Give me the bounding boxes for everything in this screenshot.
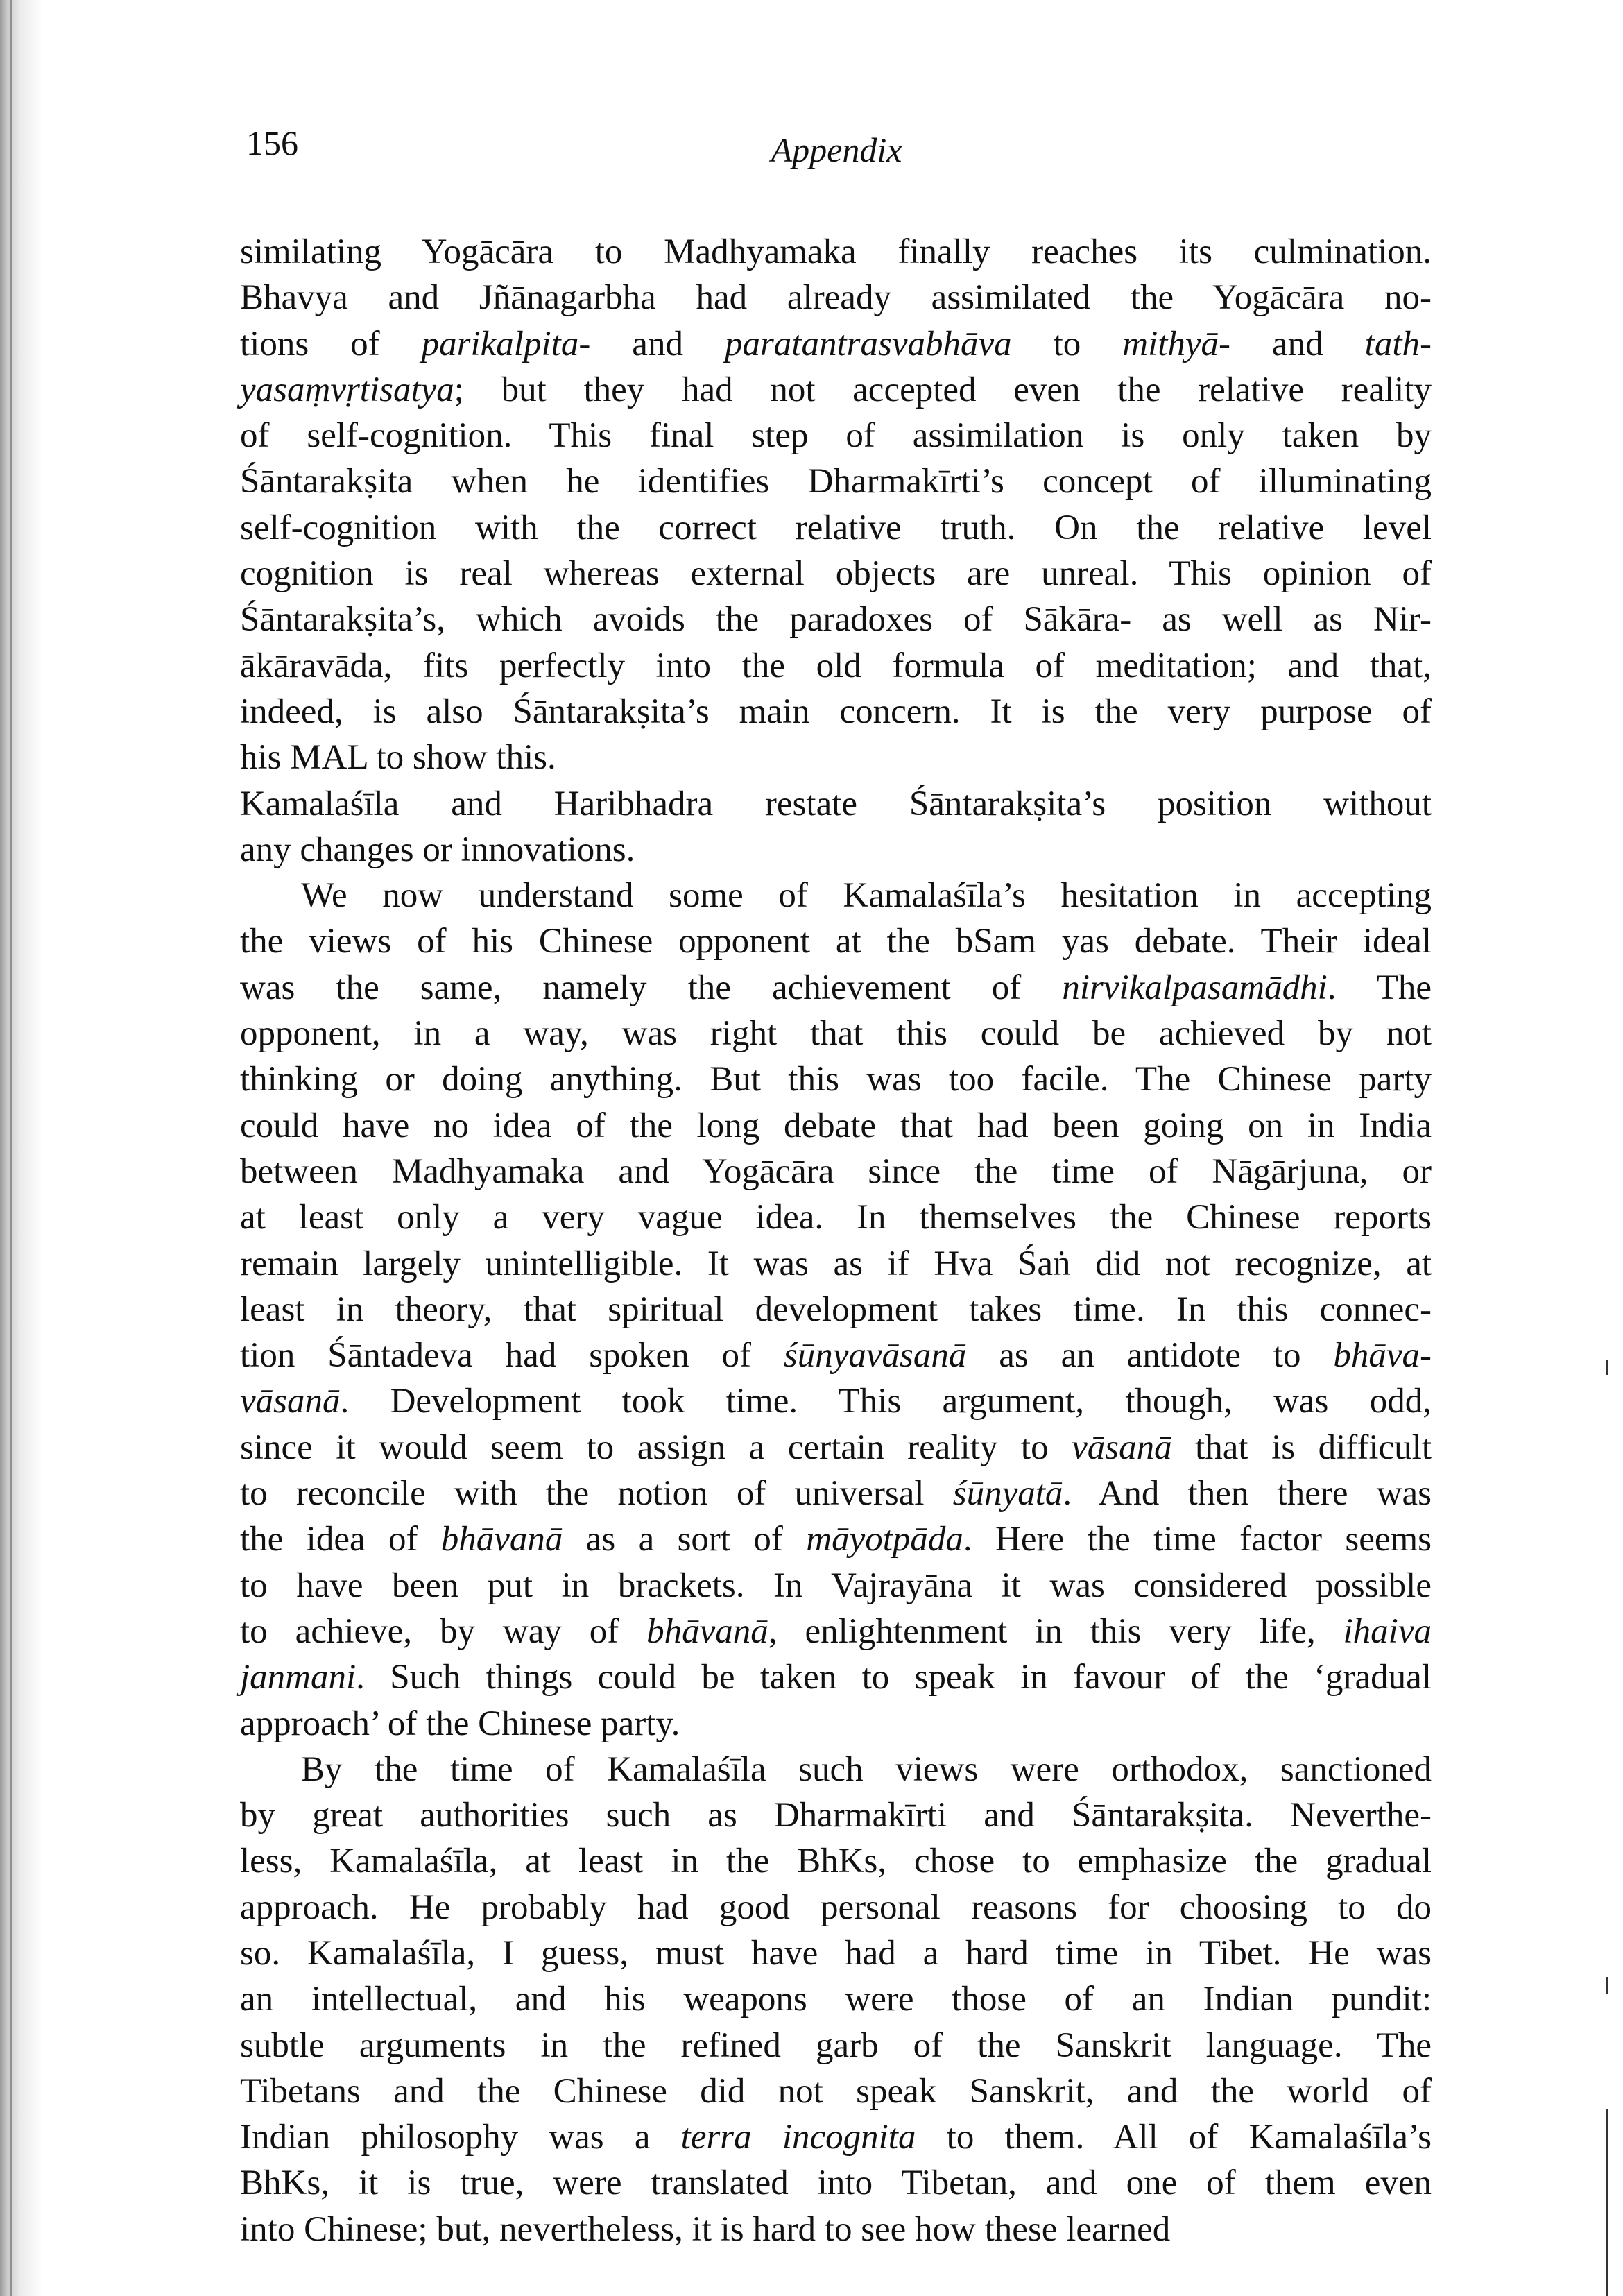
italic-term: janmani xyxy=(240,1658,357,1697)
binding-shadow xyxy=(0,0,43,2296)
text-line: opponent, in a way, was right that this could be achieved by not xyxy=(240,1014,1432,1054)
text-line: BhKs, it is true, were translated into Tibetan, and one of them even xyxy=(240,2164,1432,2203)
binding-line xyxy=(10,0,12,2296)
edge-mark xyxy=(1606,1360,1608,1375)
text-line: Śāntarakṣita’s, which avoids the paradoxes of Sākāra- as well as Nir- xyxy=(240,600,1432,640)
italic-term: tath- xyxy=(1364,324,1432,363)
text-line: Śāntarakṣita when he identifies Dharmakīrti’s concept of illuminating xyxy=(240,462,1432,502)
text-line: could have no idea of the long debate that had been going on in India xyxy=(240,1106,1432,1145)
text-line: of self-cognition. This final step of assimilation is only taken by xyxy=(240,416,1432,456)
text-line: so. Kamalaśīla, I guess, must have had a hard time in Tibet. He was xyxy=(240,1933,1432,1973)
text-line: We now understand some of Kamalaśīla’s hesitation in accepting xyxy=(301,876,1432,916)
italic-term: bhāva- xyxy=(1333,1336,1432,1376)
italic-term: yasaṃvṛtisatya xyxy=(240,370,454,409)
text-line: Tibetans and the Chinese did not speak Sanskrit, and the world of xyxy=(240,2071,1432,2111)
text-line: thinking or doing anything. But this was too facile. The Chinese party xyxy=(240,1060,1432,1099)
text-line: any changes or innovations. xyxy=(240,830,635,869)
text-line: tions of parikalpita- and paratantrasvabhāva to mithyā- and tath- xyxy=(240,324,1432,363)
text-line: less, Kamalaśīla, at least in the BhKs, chose to emphasize the gradual xyxy=(240,1842,1432,1881)
text-line: was the same, namely the achievement of nirvikalpasamādhi. The xyxy=(240,968,1432,1007)
text-line: to reconcile with the notion of universal śūnyatā. And then there was xyxy=(240,1474,1432,1514)
text-line: into Chinese; but, nevertheless, it is hard to see how these learned xyxy=(240,2209,1171,2249)
text-line: to have been put in brackets. In Vajrayāna it was considered possible xyxy=(240,1566,1432,1605)
text-line: Kamalaśīla and Haribhadra restate Śāntarakṣita’s position without xyxy=(240,784,1432,823)
text-line: least in theory, that spiritual development takes time. In this connec- xyxy=(240,1290,1432,1329)
italic-term: terra incognita xyxy=(680,2118,916,2157)
text-line: remain largely unintelligible. It was as if Hva Śaṅ did not recognize, at xyxy=(240,1244,1432,1283)
text-line: approach. He probably had good personal reasons for choosing to do xyxy=(240,1887,1432,1927)
italic-term: vāsanā xyxy=(240,1382,341,1421)
italic-term: bhāvanā xyxy=(440,1520,563,1559)
text-line: ākāravāda, fits perfectly into the old formula of meditation; and that, xyxy=(240,646,1432,685)
text-line: the views of his Chinese opponent at the bSam yas debate. Their ideal xyxy=(240,922,1432,961)
italic-term: nirvikalpasamādhi xyxy=(1062,968,1328,1007)
text-line: Indian philosophy was a terra incognita to them. All of Kamalaśīla’s xyxy=(240,2118,1432,2157)
italic-term: śūnyatā xyxy=(952,1474,1063,1514)
text-line: approach’ of the Chinese party. xyxy=(240,1704,680,1743)
text-line: to achieve, by way of bhāvanā, enlightenment in this very life, ihaiva xyxy=(240,1611,1432,1651)
text-line: yasaṃvṛtisatya; but they had not accepted even the relative reality xyxy=(240,370,1432,409)
italic-term: māyotpāda xyxy=(806,1520,963,1559)
italic-term: parikalpita- xyxy=(421,324,591,363)
text-line: since it would seem to assign a certain reality to vāsanā that is difficult xyxy=(240,1428,1432,1467)
text-line: an intellectual, and his weapons were those of an Indian pundit: xyxy=(240,1980,1432,2019)
text-line: cognition is real whereas external objects are unreal. This opinion of xyxy=(240,554,1432,594)
running-title: Appendix xyxy=(771,130,902,169)
text-line: indeed, is also Śāntarakṣita’s main concern. It is the very purpose of xyxy=(240,692,1432,731)
text-line: similating Yogācāra to Madhyamaka finally reaches its culmination. xyxy=(240,232,1432,271)
text-line: by great authorities such as Dharmakīrti and Śāntarakṣita. Neverthe- xyxy=(240,1796,1432,1835)
text-line: between Madhyamaka and Yogācāra since the time of Nāgārjuna, or xyxy=(240,1151,1432,1191)
italic-term: vāsanā xyxy=(1072,1428,1172,1467)
italic-term: paratantrasvabhāva xyxy=(724,324,1012,363)
italic-term: bhāvanā xyxy=(646,1611,768,1651)
italic-term: śūnyavāsanā xyxy=(783,1336,967,1376)
italic-term: mithyā- xyxy=(1122,324,1231,363)
text-line: vāsanā. Development took time. This argument, though, was odd, xyxy=(240,1382,1432,1421)
page-number: 156 xyxy=(246,123,298,162)
text-line: his MAL to show this. xyxy=(240,738,556,778)
page-header xyxy=(243,114,1430,170)
text-line: self-cognition with the correct relative truth. On the relative level xyxy=(240,508,1432,547)
edge-mark xyxy=(1606,1977,1608,1994)
text-line: Bhavya and Jñānagarbha had already assimilated the Yogācāra no- xyxy=(240,278,1432,318)
text-line: subtle arguments in the refined garb of the Sanskrit language. The xyxy=(240,2025,1432,2065)
italic-term: ihaiva xyxy=(1343,1611,1432,1651)
text-line: By the time of Kamalaśīla such views were orthodox, sanctioned xyxy=(301,1749,1432,1789)
body-text xyxy=(240,229,1432,2252)
text-line: the idea of bhāvanā as a sort of māyotpāda. Here the time factor seems xyxy=(240,1520,1432,1559)
text-line: at least only a very vague idea. In themselves the Chinese reports xyxy=(240,1198,1432,1237)
text-line: janmani. Such things could be taken to speak in favour of the ‘gradual xyxy=(240,1658,1432,1697)
text-line: tion Śāntadeva had spoken of śūnyavāsanā as an antidote to bhāva- xyxy=(240,1336,1432,1376)
edge-mark xyxy=(1606,2109,1608,2296)
